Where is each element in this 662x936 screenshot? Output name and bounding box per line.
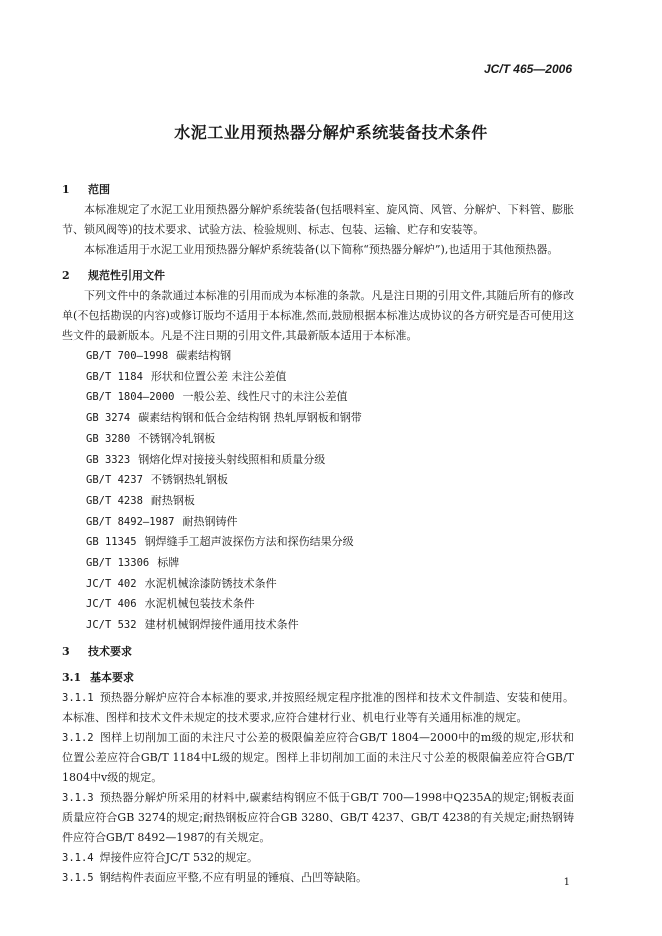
section-title: 范围 bbox=[88, 183, 110, 196]
reference-item bbox=[62, 429, 574, 450]
reference-name: 耐热钢板 bbox=[150, 493, 195, 507]
clause-3-1-2 bbox=[62, 728, 574, 788]
reference-item bbox=[62, 532, 574, 553]
references-intro: 下列文件中的条款通过本标准的引用而成为本标准的条款。凡是注日期的引用文件,其随后所有的修改单(不包括勘误的内容)或修订版均不适用于本标准,然而,鼓励根据本标准达成协议的各方研究是否可使用这些文件的最新版本。凡是不注日期的引用文件,其最新版本适用于本标准。 bbox=[62, 289, 574, 342]
reference-code: GB/T 13306 bbox=[86, 557, 150, 570]
section-heading-technical-requirements bbox=[62, 642, 574, 662]
reference-item bbox=[62, 491, 574, 512]
clause-number: 3.1.1 bbox=[62, 691, 94, 704]
clause-number: 3.1.2 bbox=[62, 731, 94, 744]
clause-text: 预热器分解炉应符合本标准的要求,并按照经规定程序批准的图样和技术文件制造、安装和使用。本标准、图样和技术文件未规定的技术要求,应符合建材行业、机电行业等有关通用标准的规定。 bbox=[62, 690, 574, 724]
reference-code: JC/T 532 bbox=[86, 619, 137, 632]
subsection-heading-basic-requirements bbox=[62, 668, 574, 688]
reference-name: 钢焊缝手工超声波探伤方法和探伤结果分级 bbox=[144, 535, 354, 549]
reference-name: 钢熔化焊对接接头射线照相和质量分级 bbox=[138, 452, 326, 466]
page-number: 1 bbox=[563, 877, 570, 888]
reference-item bbox=[62, 615, 574, 636]
clause-number: 3.1.4 bbox=[62, 851, 94, 864]
reference-name: 标牌 bbox=[157, 556, 180, 570]
reference-item bbox=[62, 512, 574, 533]
clause-text: 焊接件应符合JC/T 532的规定。 bbox=[99, 850, 258, 864]
reference-code: GB/T 4238 bbox=[86, 494, 143, 507]
clause-3-1-3 bbox=[62, 788, 574, 848]
subsection-number: 3.1 bbox=[62, 670, 82, 684]
section-number: 2 bbox=[62, 269, 70, 282]
standard-code: JC/T 465—2006 bbox=[483, 62, 572, 76]
reference-name: 不锈钢冷轧钢板 bbox=[138, 431, 216, 445]
reference-item bbox=[62, 470, 574, 491]
section-title: 规范性引用文件 bbox=[88, 269, 165, 282]
reference-code: GB 3274 bbox=[86, 412, 131, 425]
reference-list bbox=[62, 346, 574, 636]
scope-paragraph-1: 本标准规定了水泥工业用预热器分解炉系统装备(包括喂料室、旋风筒、风管、分解炉、下料管、膨胀节、锁风阀等)的技术要求、试验方法、检验规则、标志、包装、运输、贮存和安装等。 bbox=[62, 203, 574, 236]
reference-item bbox=[62, 346, 574, 367]
reference-name: 水泥机械包装技术条件 bbox=[144, 597, 255, 611]
document-body bbox=[62, 180, 574, 888]
reference-item bbox=[62, 574, 574, 595]
reference-code: GB/T 8492—1987 bbox=[86, 515, 175, 528]
clause-number: 3.1.5 bbox=[62, 871, 94, 884]
section-number: 3 bbox=[62, 644, 70, 658]
reference-item bbox=[62, 450, 574, 471]
clause-text: 预热器分解炉所采用的材料中,碳素结构钢应不低于GB/T 700—1998中Q235A的规定;钢板表面质量应符合GB 3274的规定;耐热钢板应符合GB 3280、GB/T 4237、GB/T 4238的有关规定;耐热钢铸件应符合GB/T 8492—1987的有关规定。 bbox=[62, 790, 574, 844]
reference-item bbox=[62, 408, 574, 429]
reference-name: 建材机械钢焊接件通用技术条件 bbox=[144, 618, 299, 632]
section-number: 1 bbox=[62, 183, 70, 196]
reference-name: 水泥机械涂漆防锈技术条件 bbox=[144, 576, 277, 590]
clause-3-1-5 bbox=[62, 868, 574, 888]
reference-name: 耐热钢铸件 bbox=[182, 514, 238, 528]
reference-item bbox=[62, 594, 574, 615]
clause-3-1-1 bbox=[62, 688, 574, 728]
clause-number: 3.1.3 bbox=[62, 791, 94, 804]
scope-paragraph-2: 本标准适用于水泥工业用预热器分解炉系统装备(以下简称“预热器分解炉”),也适用于其他预热器。 bbox=[84, 243, 559, 256]
reference-code: JC/T 406 bbox=[86, 598, 137, 611]
reference-code: GB 11345 bbox=[86, 536, 137, 549]
reference-code: GB 3323 bbox=[86, 453, 131, 466]
reference-name: 一般公差、线性尺寸的未注公差值 bbox=[182, 390, 348, 404]
section-heading-normative-references bbox=[62, 266, 574, 286]
clause-3-1-4 bbox=[62, 848, 574, 868]
reference-name: 形状和位置公差 未注公差值 bbox=[150, 369, 287, 383]
reference-code: GB/T 1804—2000 bbox=[86, 391, 175, 404]
reference-name: 碳素结构钢和低合金结构钢 热轧厚钢板和钢带 bbox=[138, 411, 362, 425]
reference-name: 碳素结构钢 bbox=[176, 349, 232, 362]
reference-code: GB/T 4237 bbox=[86, 474, 143, 487]
document-title: 水泥工业用预热器分解炉系统装备技术条件 bbox=[174, 123, 488, 142]
clause-text: 图样上切削加工面的未注尺寸公差的极限偏差应符合GB/T 1804—2000中的m级的规定,形状和位置公差应符合GB/T 1184中L级的规定。图样上非切削加工面的未注尺寸公差的极限偏差应符合GB/T 1804中v级的规定。 bbox=[62, 730, 574, 784]
reference-item bbox=[62, 387, 574, 408]
reference-item bbox=[62, 367, 574, 388]
section-title: 技术要求 bbox=[88, 644, 132, 658]
reference-code: GB/T 700—1998 bbox=[86, 350, 169, 362]
subsection-title: 基本要求 bbox=[90, 670, 134, 684]
clause-text: 钢结构件表面应平整,不应有明显的锤痕、凸凹等缺陷。 bbox=[99, 870, 368, 884]
reference-code: GB 3280 bbox=[86, 432, 131, 445]
reference-name: 不锈钢热轧钢板 bbox=[150, 473, 228, 487]
reference-item bbox=[62, 553, 574, 574]
reference-code: GB/T 1184 bbox=[86, 370, 143, 383]
section-heading-scope bbox=[62, 180, 574, 200]
reference-code: JC/T 402 bbox=[86, 577, 137, 590]
